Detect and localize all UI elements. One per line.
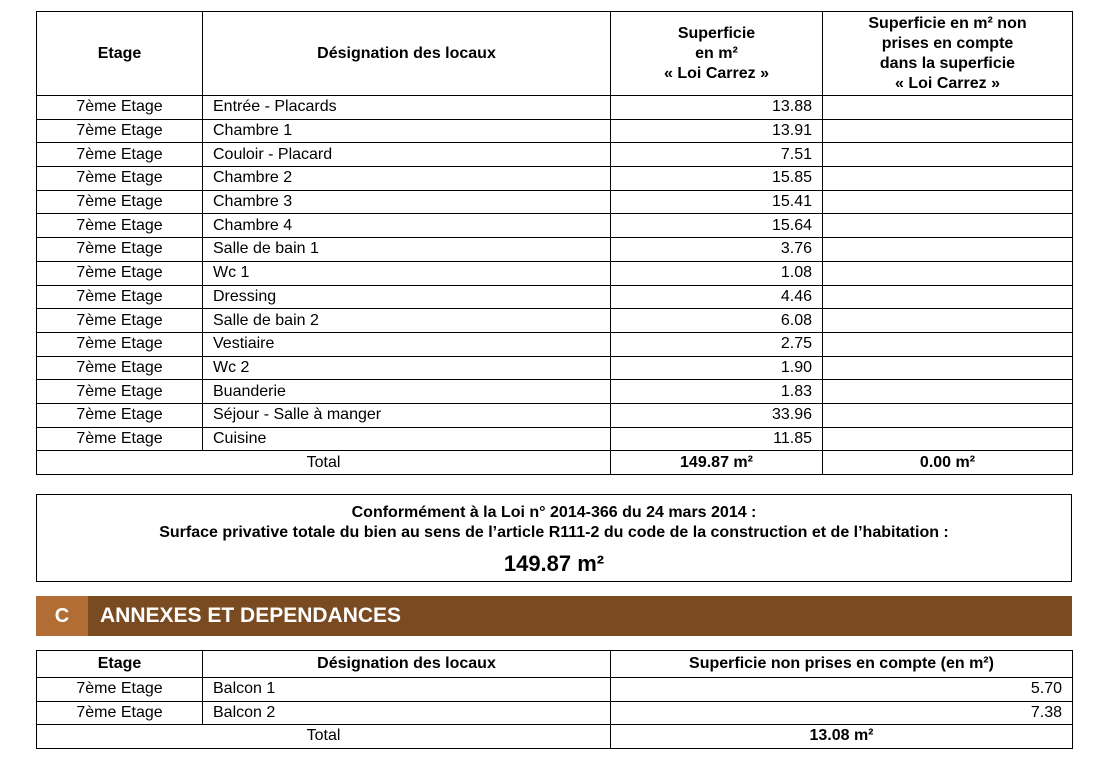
row-non-prises xyxy=(823,356,1073,380)
section-letter: C xyxy=(36,596,88,636)
annex-header-etage: Etage xyxy=(37,651,203,678)
row-designation: Chambre 1 xyxy=(203,119,611,143)
header-non-prises xyxy=(823,12,1073,96)
row-non-prises xyxy=(823,96,1073,120)
table-row xyxy=(37,285,1073,309)
total-label: Total xyxy=(37,451,611,475)
header-non-prises-line: Superficie en m² non xyxy=(868,14,1027,32)
row-designation: Buanderie xyxy=(203,380,611,404)
row-etage: 7ème Etage xyxy=(37,356,203,380)
row-non-prises xyxy=(823,190,1073,214)
row-designation: Vestiaire xyxy=(203,332,611,356)
total-superficie: 149.87 m² xyxy=(611,451,823,475)
row-etage: 7ème Etage xyxy=(37,285,203,309)
header-designation: Désignation des locaux xyxy=(203,12,611,96)
annex-row-etage: 7ème Etage xyxy=(37,678,203,702)
row-superficie: 15.85 xyxy=(611,167,823,191)
table-row xyxy=(37,332,1073,356)
row-designation: Salle de bain 2 xyxy=(203,309,611,333)
row-designation: Chambre 2 xyxy=(203,167,611,191)
row-designation: Entrée - Placards xyxy=(203,96,611,120)
row-superficie: 1.90 xyxy=(611,356,823,380)
row-superficie: 15.64 xyxy=(611,214,823,238)
annex-header-superficie: Superficie non prises en compte (en m²) xyxy=(611,651,1073,678)
total-non-prises: 0.00 m² xyxy=(823,451,1073,475)
row-etage: 7ème Etage xyxy=(37,214,203,238)
annex-row xyxy=(37,678,1073,702)
header-superficie-line: en m² xyxy=(695,44,738,62)
row-designation: Wc 2 xyxy=(203,356,611,380)
conformite-total: 149.87 m² xyxy=(503,551,605,576)
row-non-prises xyxy=(823,332,1073,356)
table-row xyxy=(37,167,1073,191)
section-title: ANNEXES ET DEPENDANCES xyxy=(100,604,402,627)
table-row xyxy=(37,403,1073,427)
row-non-prises xyxy=(823,261,1073,285)
row-designation: Wc 1 xyxy=(203,261,611,285)
header-etage: Etage xyxy=(37,12,203,96)
row-designation: Dressing xyxy=(203,285,611,309)
surface-table-header xyxy=(37,12,1073,96)
conformite-description: Surface privative totale du bien au sens de l’article R111-2 du code de la construction et de l’habitation : xyxy=(159,524,949,541)
surface-table xyxy=(36,11,1073,475)
annex-header-designation: Désignation des locaux xyxy=(203,651,611,678)
row-designation: Chambre 4 xyxy=(203,214,611,238)
row-non-prises xyxy=(823,403,1073,427)
row-superficie: 11.85 xyxy=(611,427,823,451)
table-row xyxy=(37,261,1073,285)
table-row xyxy=(37,214,1073,238)
row-non-prises xyxy=(823,143,1073,167)
table-row xyxy=(37,119,1073,143)
row-superficie: 6.08 xyxy=(611,309,823,333)
row-superficie: 33.96 xyxy=(611,403,823,427)
row-non-prises xyxy=(823,214,1073,238)
row-superficie: 15.41 xyxy=(611,190,823,214)
row-etage: 7ème Etage xyxy=(37,403,203,427)
row-designation: Chambre 3 xyxy=(203,190,611,214)
row-etage: 7ème Etage xyxy=(37,167,203,191)
header-superficie xyxy=(611,12,823,96)
annex-row-superficie: 5.70 xyxy=(611,678,1073,702)
row-etage: 7ème Etage xyxy=(37,427,203,451)
row-etage: 7ème Etage xyxy=(37,261,203,285)
annex-total-row xyxy=(37,725,1073,749)
annex-row-etage: 7ème Etage xyxy=(37,701,203,725)
row-etage: 7ème Etage xyxy=(37,332,203,356)
header-non-prises-line: « Loi Carrez » xyxy=(895,74,1000,92)
row-superficie: 2.75 xyxy=(611,332,823,356)
row-designation: Couloir - Placard xyxy=(203,143,611,167)
row-superficie: 13.91 xyxy=(611,119,823,143)
row-etage: 7ème Etage xyxy=(37,96,203,120)
annex-total-superficie: 13.08 m² xyxy=(611,725,1073,749)
row-superficie: 3.76 xyxy=(611,238,823,262)
row-non-prises xyxy=(823,238,1073,262)
annex-table xyxy=(36,650,1073,749)
annex-total-label: Total xyxy=(37,725,611,749)
annex-table-header xyxy=(37,651,1073,678)
row-etage: 7ème Etage xyxy=(37,190,203,214)
table-row xyxy=(37,238,1073,262)
header-non-prises-line: dans la superficie xyxy=(879,54,1016,72)
row-designation: Cuisine xyxy=(203,427,611,451)
row-non-prises xyxy=(823,380,1073,404)
row-etage: 7ème Etage xyxy=(37,143,203,167)
row-superficie: 13.88 xyxy=(611,96,823,120)
row-etage: 7ème Etage xyxy=(37,380,203,404)
table-row xyxy=(37,309,1073,333)
section-c-banner xyxy=(36,596,1072,636)
row-superficie: 7.51 xyxy=(611,143,823,167)
row-designation: Salle de bain 1 xyxy=(203,238,611,262)
total-row xyxy=(37,451,1073,475)
row-non-prises xyxy=(823,427,1073,451)
row-superficie: 1.08 xyxy=(611,261,823,285)
row-designation: Séjour - Salle à manger xyxy=(203,403,611,427)
row-etage: 7ème Etage xyxy=(37,309,203,333)
row-etage: 7ème Etage xyxy=(37,238,203,262)
table-row xyxy=(37,427,1073,451)
row-etage: 7ème Etage xyxy=(37,119,203,143)
header-superficie-line: « Loi Carrez » xyxy=(664,64,769,82)
table-row xyxy=(37,356,1073,380)
header-non-prises-line: prises en compte xyxy=(881,34,1014,52)
row-non-prises xyxy=(823,285,1073,309)
annex-row-designation: Balcon 1 xyxy=(203,678,611,702)
row-non-prises xyxy=(823,119,1073,143)
table-row xyxy=(37,96,1073,120)
row-superficie: 4.46 xyxy=(611,285,823,309)
annex-row xyxy=(37,701,1073,725)
header-superficie-line: Superficie xyxy=(677,24,756,42)
annex-row-superficie: 7.38 xyxy=(611,701,1073,725)
annex-row-designation: Balcon 2 xyxy=(203,701,611,725)
table-row xyxy=(37,190,1073,214)
conformite-box xyxy=(36,494,1072,582)
table-row xyxy=(37,380,1073,404)
conformite-law: Conformément à la Loi n° 2014-366 du 24 mars 2014 : xyxy=(351,504,757,521)
row-non-prises xyxy=(823,309,1073,333)
row-superficie: 1.83 xyxy=(611,380,823,404)
row-non-prises xyxy=(823,167,1073,191)
table-row xyxy=(37,143,1073,167)
